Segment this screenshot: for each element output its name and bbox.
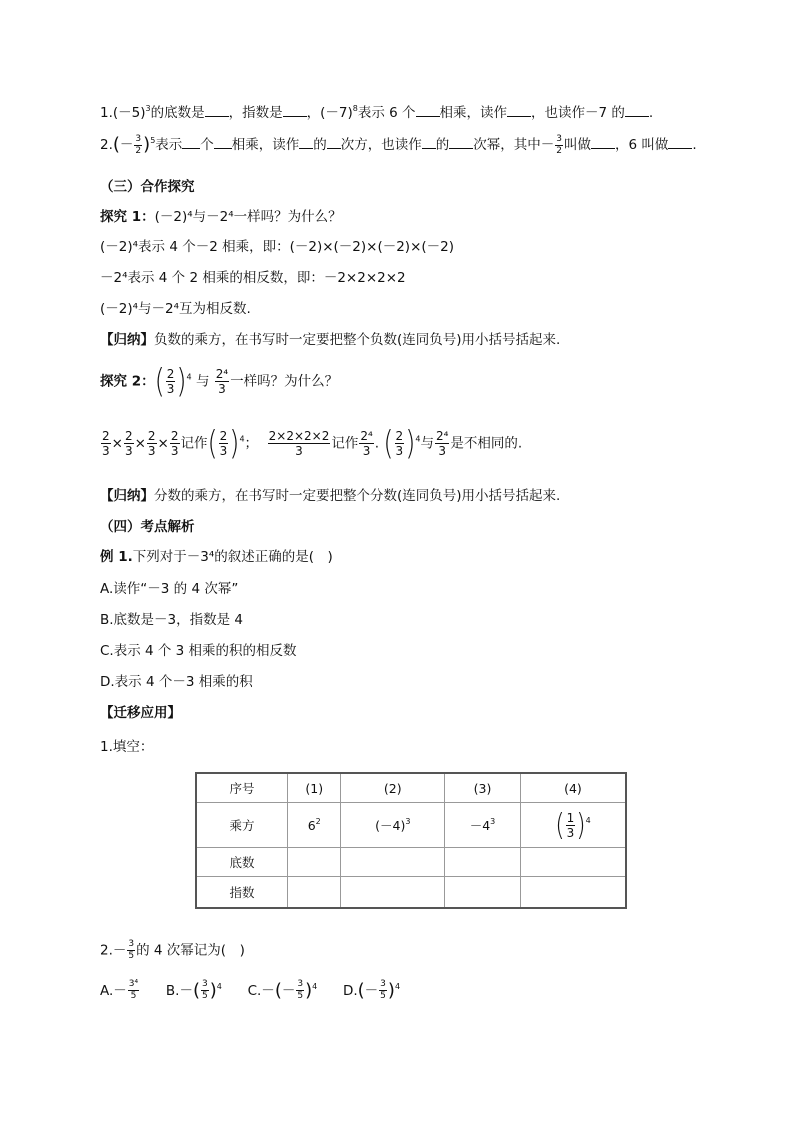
table-cell: $(-4)^3$ [341, 803, 445, 848]
option-c[interactable]: C.－(－ $\frac{3}{5}$ )$^4$ [247, 979, 318, 1001]
answer-cell[interactable] [341, 877, 445, 909]
exploration-2-explanation: $\frac{2}{3}$ × $\frac{2}{3}$ × $\frac{2}{3}$ × $\frac{2}{3}$ 记作( $\frac{2}{3}$ )$^4$； $\frac{2\times 2\times 2\times 2}{3}$ 记作 $\frac{\text{2⁴}}{3}$ . ( $\frac{2}{3}$ )$^4$与 $\frac{\text{2⁴}}{3}$ 是不相同的. [102, 424, 523, 463]
table-row [196, 773, 626, 803]
table-row [196, 877, 626, 909]
question-2-options [100, 980, 400, 1001]
answer-blank[interactable] [416, 102, 440, 117]
fraction: $\frac{2}{3}$ [124, 429, 133, 458]
question-2-power: 2.－ $\frac{3}{5}$ 的 4 次幂记为( ) [100, 939, 245, 961]
option-c[interactable]: C.表示 4 个 3 相乘的积的相反数 [100, 643, 297, 659]
question-1: $1.(-5)^3$的底数是 ，指数是 ，$(-7)^8$表示 6 个 相乘，读作 ，也读作－7 的 . [100, 104, 654, 121]
answer-blank[interactable] [283, 102, 307, 117]
question-2: 2.(－ $\frac{3}{2}$ )$^5$表示 个 相乘，读作 的 次方，也读作 的 次幂，其中－ $\frac{3}{2}$ 叫做 ，6 叫做 . [100, 133, 697, 156]
fraction: $\frac{3}{5}$ [128, 939, 135, 961]
row-label: 指数 [196, 877, 288, 909]
fraction: $\frac{\text{3⁴}}{5}$ [128, 979, 139, 1001]
exploration-1-line-2: －2⁴表示 4 个 2 相乘的相反数，即：－2×2×2×2 [100, 270, 406, 286]
table-cell: ( $\frac{1}{3}$ )$^4$ [520, 803, 626, 848]
fraction: $\frac{2}{3}$ [395, 429, 404, 458]
answer-cell[interactable] [520, 848, 626, 877]
fraction: $\frac{3}{2}$ [135, 133, 142, 156]
answer-cell[interactable] [288, 848, 341, 877]
answer-blank[interactable] [327, 134, 341, 149]
table-cell: $6^2$ [288, 803, 341, 848]
summary-2: 【归纳】分数的乘方，在书写时一定要把整个分数(连同负号)用小括号括起来. [100, 488, 561, 504]
answer-blank[interactable] [214, 134, 232, 149]
answer-cell[interactable] [288, 877, 341, 909]
answer-blank[interactable] [449, 134, 473, 149]
exploration-2-question: 探究 2：( $\frac{2}{3}$ )$^4$ 与 $\frac{\text{2⁴}}{3}$ 一样吗？为什么？ [100, 362, 339, 401]
fraction: $\frac{3}{5}$ [297, 979, 304, 1001]
option-d[interactable]: D.表示 4 个－3 相乘的积 [100, 674, 253, 690]
answer-blank[interactable] [507, 102, 531, 117]
answer-blank[interactable] [299, 134, 313, 149]
table-cell: $-4^3$ [445, 803, 521, 848]
answer-blank[interactable] [625, 102, 649, 117]
answer-cell[interactable] [520, 877, 626, 909]
fraction: $\frac{3}{2}$ [556, 133, 563, 156]
fraction: $\frac{1}{3}$ [566, 810, 575, 840]
answer-blank[interactable] [668, 134, 692, 149]
answer-cell[interactable] [341, 848, 445, 877]
answer-blank[interactable] [422, 134, 436, 149]
example-1-question: 例 1.下列对于－3⁴的叙述正确的是( ) [100, 549, 333, 565]
exploration-1-question: 探究 1：(－2)⁴与－2⁴一样吗？为什么？ [100, 209, 342, 225]
fraction: $\frac{2}{3}$ [102, 429, 110, 458]
table-header: (4) [520, 773, 626, 803]
answer-blank[interactable] [205, 102, 229, 117]
table-header: (1) [288, 773, 341, 803]
option-b[interactable]: B.－( $\frac{3}{5}$ )$^4$ [165, 979, 222, 1001]
exploration-1-line-3: (－2)⁴与－2⁴互为相反数. [100, 301, 251, 317]
fraction: $\frac{2}{3}$ [170, 429, 179, 458]
fraction: $\frac{2}{3}$ [166, 367, 175, 396]
fraction: $\frac{2\times 2\times 2\times 2}{3}$ [268, 429, 330, 458]
option-a[interactable]: A.－ $\frac{\text{3⁴}}{5}$ [100, 979, 139, 1001]
exponent-table [195, 772, 627, 909]
table-row [196, 803, 626, 848]
fraction: $\frac{\text{2⁴}}{3}$ [360, 429, 373, 458]
row-label: 底数 [196, 848, 288, 877]
exploration-1-line-1: (－2)⁴表示 4 个－2 相乘，即：(－2)×(－2)×(－2)×(－2) [100, 239, 455, 255]
answer-blank[interactable] [591, 134, 615, 149]
table-header: (3) [445, 773, 521, 803]
fraction: $\frac{3}{5}$ [380, 979, 386, 1001]
row-label: 乘方 [196, 803, 288, 848]
answer-cell[interactable] [445, 877, 521, 909]
transfer-title: 【迁移应用】 [100, 705, 181, 721]
option-d[interactable]: D.(－ $\frac{3}{5}$ )$^4$ [342, 979, 401, 1001]
fraction: $\frac{2}{3}$ [147, 429, 156, 458]
table-header: 序号 [196, 773, 288, 803]
option-b[interactable]: B.底数是－3，指数是 4 [100, 612, 244, 628]
fraction: $\frac{\text{2⁴}}{3}$ [215, 367, 229, 396]
option-a[interactable]: A.读作“－3 的 4 次幂” [100, 581, 239, 597]
table-header: (2) [341, 773, 445, 803]
fill-title: 1.填空： [100, 739, 154, 755]
answer-blank[interactable] [182, 134, 200, 149]
table-row [196, 848, 626, 877]
section-3-title: （三）合作探究 [100, 179, 195, 195]
fraction: $\frac{2}{3}$ [219, 429, 228, 458]
section-4-title: （四）考点解析 [100, 519, 195, 535]
fraction: $\frac{3}{5}$ [201, 979, 208, 1001]
fraction: $\frac{\text{2⁴}}{3}$ [435, 429, 449, 458]
summary-1: 【归纳】负数的乘方，在书写时一定要把整个负数(连同负号)用小括号括起来. [100, 332, 561, 348]
answer-cell[interactable] [445, 848, 521, 877]
